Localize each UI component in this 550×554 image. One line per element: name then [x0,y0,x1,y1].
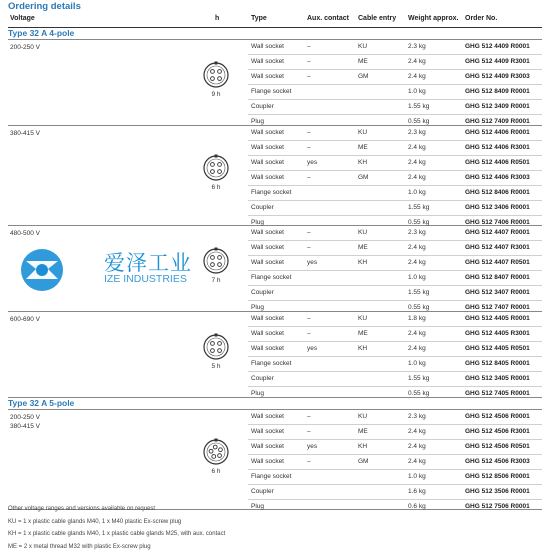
type-cell: Flange socket [251,360,292,367]
order-number-cell: GHG 512 4506 R0501 [465,443,530,450]
weight-cell: 2.4 kg [408,330,426,337]
hour-position-label: 7 h [211,277,221,284]
note-line: KU = 1 x plastic cable glands M40, 1 x M40 plastic Ex-screw plug [8,518,182,525]
cable-entry-cell: KH [358,443,368,450]
type-cell: Flange socket [251,473,292,480]
weight-cell: 2.4 kg [408,428,426,435]
header-aux: Aux. contact [307,15,350,22]
cable-entry-cell: KU [358,413,368,420]
weight-cell: 2.4 kg [408,259,426,266]
section [8,398,542,510]
type-cell: Wall socket [251,229,284,236]
weight-cell: 1.0 kg [408,88,426,95]
weight-cell: 1.0 kg [408,473,426,480]
type-cell: Plug [251,219,265,226]
cable-entry-cell: KU [358,129,368,136]
socket-pin-diagram-icon [202,333,230,361]
type-cell: Wall socket [251,315,284,322]
voltage-group [8,126,542,226]
weight-cell: 2.3 kg [408,129,426,136]
weight-cell: 0.55 kg [408,390,430,397]
note-line: ME = 2 x metal thread M32 with plastic Ex-screw plug [8,543,151,550]
order-number-cell: GHG 512 4506 R3001 [465,428,530,435]
type-cell: Wall socket [251,443,284,450]
order-number-cell: GHG 512 7405 R0001 [465,390,530,397]
aux-contact-cell: – [307,315,311,322]
table-row [248,226,542,240]
table-row [248,454,542,469]
voltage-label: 380-415 V [10,423,40,430]
table-row [248,439,542,454]
type-cell: Wall socket [251,73,284,80]
weight-cell: 2.4 kg [408,73,426,80]
type-cell: Wall socket [251,129,284,136]
watermark-logo [12,247,202,293]
socket-pin-diagram-icon [202,247,230,275]
watermark-chinese: 爱泽工业 [104,252,192,275]
section [8,28,542,398]
type-cell: Wall socket [251,345,284,352]
type-cell: Wall socket [251,159,284,166]
order-number-cell: GHG 512 3506 R0001 [465,488,530,495]
table-row [248,341,542,356]
hour-position-label: 5 h [211,363,221,370]
header-weight: Weight approx. [408,15,459,22]
table-row [248,185,542,200]
table-row [248,424,542,439]
order-number-cell: GHG 512 8407 R0001 [465,274,530,281]
table-row [248,469,542,484]
order-number-cell: GHG 512 7406 R0001 [465,219,530,226]
cable-entry-cell: GM [358,73,369,80]
aux-contact-cell: – [307,144,311,151]
table-row [248,410,542,424]
cable-entry-cell: ME [358,144,368,151]
header-type: Type [251,15,267,22]
cable-entry-cell: GM [358,458,369,465]
type-cell: Plug [251,118,265,125]
aux-contact-cell: – [307,43,311,50]
type-cell: Plug [251,304,265,311]
table-row [248,155,542,170]
aux-contact-cell: yes [307,259,318,266]
socket-pin-diagram-icon [202,438,230,466]
order-number-cell: GHG 512 7506 R0001 [465,503,530,510]
weight-cell: 1.6 kg [408,488,426,495]
cable-entry-cell: ME [358,58,368,65]
order-number-cell: GHG 512 8506 R0001 [465,473,530,480]
table-row [248,126,542,140]
section-title: Type 32 A 4-pole [8,28,542,40]
weight-cell: 2.3 kg [408,413,426,420]
weight-cell: 2.4 kg [408,159,426,166]
product-rows [248,410,542,514]
note-line: KH = 1 x plastic cable glands M40, 1 x plastic cable glands M25, with aux. contact [8,531,226,537]
type-cell: Plug [251,390,265,397]
weight-cell: 2.3 kg [408,43,426,50]
order-number-cell: GHG 512 4407 R0501 [465,259,530,266]
cable-entry-cell: KH [358,345,368,352]
cable-entry-cell: GM [358,174,369,181]
weight-cell: 2.4 kg [408,144,426,151]
order-number-cell: GHG 512 8406 R0001 [465,189,530,196]
order-number-cell: GHG 512 4405 R3001 [465,330,530,337]
section-title: Type 32 A 5-pole [8,398,542,410]
aux-contact-cell: – [307,330,311,337]
type-cell: Plug [251,503,265,510]
weight-cell: 1.8 kg [408,315,426,322]
order-number-cell: GHG 512 3409 R0001 [465,103,530,110]
type-cell: Flange socket [251,274,292,281]
order-number-cell: GHG 512 4406 R0001 [465,129,530,136]
weight-cell: 1.0 kg [408,360,426,367]
table-row [248,140,542,155]
hour-position-label: 9 h [211,91,221,98]
aux-contact-cell: – [307,413,311,420]
weight-cell: 2.3 kg [408,229,426,236]
weight-cell: 0.55 kg [408,304,430,311]
type-cell: Wall socket [251,58,284,65]
order-number-cell: GHG 512 3405 R0001 [465,375,530,382]
type-cell: Wall socket [251,428,284,435]
aux-contact-cell: – [307,73,311,80]
weight-cell: 0.55 kg [408,118,430,125]
weight-cell: 2.4 kg [408,458,426,465]
order-number-cell: GHG 512 3406 R0001 [465,204,530,211]
order-number-cell: GHG 512 4406 R0501 [465,159,530,166]
order-number-cell: GHG 512 4406 R3001 [465,144,530,151]
header-cable: Cable entry [358,15,397,22]
table-row [248,484,542,499]
cable-entry-cell: ME [358,244,368,251]
cable-entry-cell: ME [358,330,368,337]
product-rows [248,226,542,315]
order-number-cell: GHG 512 4405 R0001 [465,315,530,322]
page-title: Ordering details [8,1,81,12]
voltage-label: 380-415 V [10,130,40,137]
header-order: Order No. [465,15,498,22]
order-number-cell: GHG 512 4409 R3003 [465,73,530,80]
table-row [248,499,542,514]
weight-cell: 0.6 kg [408,503,426,510]
type-cell: Coupler [251,103,274,110]
order-number-cell: GHG 512 4407 R3001 [465,244,530,251]
header-voltage: Voltage [10,15,35,22]
aux-contact-cell: yes [307,345,318,352]
cable-entry-cell: KU [358,315,368,322]
voltage-label: 200-250 V [10,414,40,421]
order-number-cell: GHG 512 4407 R0001 [465,229,530,236]
cable-entry-cell: KH [358,159,368,166]
order-number-cell: GHG 512 4506 R3003 [465,458,530,465]
table-row [248,99,542,114]
weight-cell: 2.4 kg [408,58,426,65]
table-row [248,54,542,69]
table-row [248,40,542,54]
cable-entry-cell: KH [358,259,368,266]
table-row [248,371,542,386]
weight-cell: 1.55 kg [408,204,430,211]
aux-contact-cell: – [307,58,311,65]
type-cell: Wall socket [251,259,284,266]
order-number-cell: GHG 512 4409 R0001 [465,43,530,50]
weight-cell: 2.4 kg [408,443,426,450]
table-row [248,240,542,255]
order-number-cell: GHG 512 4406 R3003 [465,174,530,181]
table-row [248,326,542,341]
type-cell: Coupler [251,289,274,296]
hour-position-label: 6 h [211,184,221,191]
aux-contact-cell: – [307,428,311,435]
watermark-english: IZE INDUSTRIES [104,273,187,285]
header-h: h [215,15,220,22]
table-row [248,270,542,285]
type-cell: Wall socket [251,174,284,181]
hour-position-label: 6 h [211,468,221,475]
type-cell: Wall socket [251,330,284,337]
type-cell: Coupler [251,488,274,495]
aux-contact-cell: – [307,244,311,251]
weight-cell: 2.4 kg [408,174,426,181]
aux-contact-cell: yes [307,159,318,166]
weight-cell: 1.55 kg [408,103,430,110]
table-row [248,255,542,270]
aux-contact-cell: – [307,229,311,236]
aux-contact-cell: – [307,129,311,136]
socket-pin-diagram-icon [202,61,230,89]
type-cell: Wall socket [251,244,284,251]
type-cell: Flange socket [251,88,292,95]
order-number-cell: GHG 512 8405 R0001 [465,360,530,367]
voltage-group [8,410,542,510]
ize-logo-icon [12,247,72,293]
note-line: Other voltage ranges and versions available on request [8,506,156,512]
type-cell: Flange socket [251,189,292,196]
order-number-cell: GHG 512 8409 R0001 [465,88,530,95]
type-cell: Wall socket [251,144,284,151]
order-number-cell: GHG 512 4506 R0001 [465,413,530,420]
type-cell: Wall socket [251,413,284,420]
table-row [248,170,542,185]
weight-cell: 1.55 kg [408,289,430,296]
cable-entry-cell: ME [358,428,368,435]
type-cell: Wall socket [251,458,284,465]
table-row [248,356,542,371]
type-cell: Coupler [251,204,274,211]
table-row [248,200,542,215]
voltage-label: 480-500 V [10,230,40,237]
aux-contact-cell: – [307,174,311,181]
column-headers [8,13,542,28]
weight-cell: 0.55 kg [408,219,430,226]
voltage-label: 200-250 V [10,44,40,51]
table-row [248,69,542,84]
voltage-label: 600-690 V [10,316,40,323]
order-number-cell: GHG 512 4405 R0501 [465,345,530,352]
order-number-cell: GHG 512 3407 R0001 [465,289,530,296]
footnotes [8,503,225,553]
weight-cell: 2.4 kg [408,244,426,251]
type-cell: Coupler [251,375,274,382]
table-row [248,285,542,300]
socket-pin-diagram-icon [202,154,230,182]
order-number-cell: GHG 512 7409 R0001 [465,118,530,125]
table-row [248,312,542,326]
table-row [248,84,542,99]
product-rows [248,126,542,230]
product-rows [248,312,542,401]
voltage-group [8,40,542,126]
aux-contact-cell: – [307,458,311,465]
product-rows [248,40,542,129]
order-number-cell: GHG 512 4409 R3001 [465,58,530,65]
voltage-group [8,312,542,398]
weight-cell: 1.55 kg [408,375,430,382]
order-number-cell: GHG 512 7407 R0001 [465,304,530,311]
cable-entry-cell: KU [358,43,368,50]
cable-entry-cell: KU [358,229,368,236]
weight-cell: 1.0 kg [408,274,426,281]
type-cell: Wall socket [251,43,284,50]
weight-cell: 2.4 kg [408,345,426,352]
weight-cell: 1.0 kg [408,189,426,196]
aux-contact-cell: yes [307,443,318,450]
